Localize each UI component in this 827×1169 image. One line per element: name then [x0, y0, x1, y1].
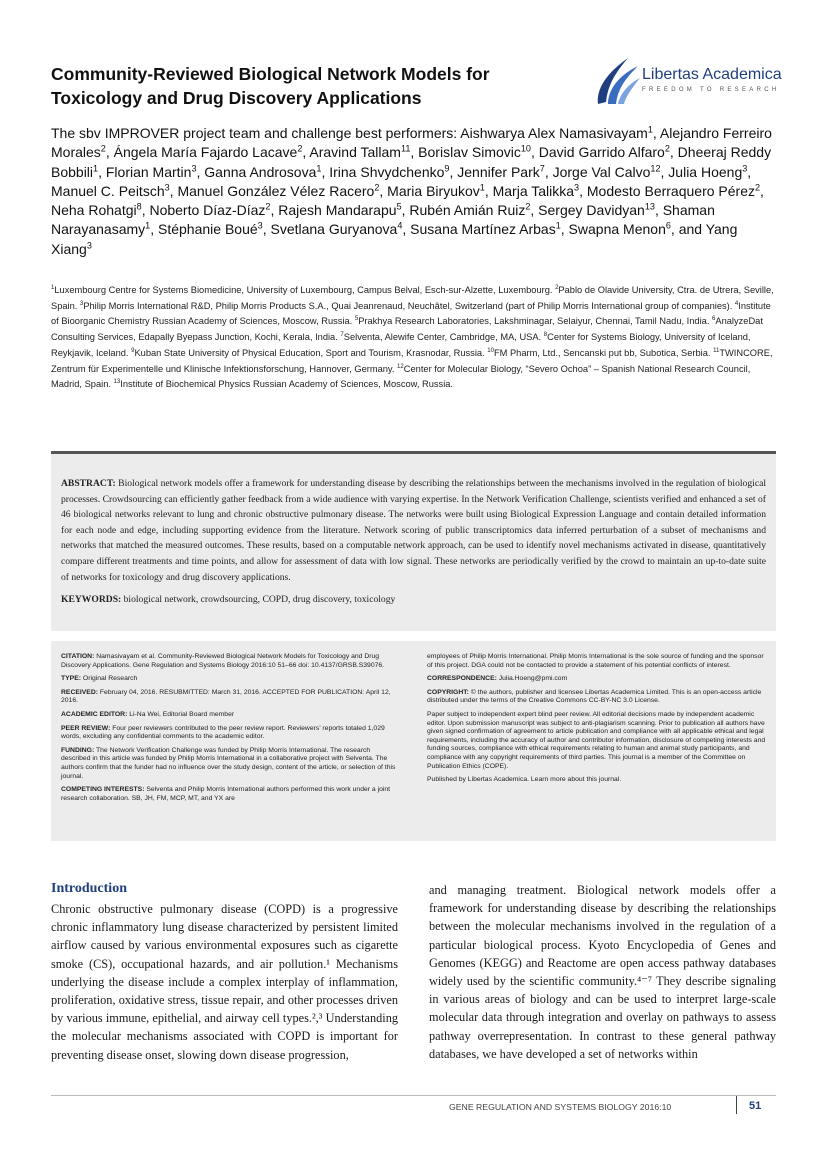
author-name: , Rubén Amián Ruiz — [401, 202, 526, 219]
author-affiliation-marker: 1 — [647, 124, 653, 135]
article-info-text: Julia.Hoeng@pmi.com — [496, 675, 568, 683]
article-info-entry — [61, 689, 401, 706]
author-affiliation-marker: 1 — [93, 162, 99, 173]
article-info-text: Selventa and Philip Morris International authors performed this work under a joint research collaboration. SB, JH, FM, MCP, MT, and YX are — [61, 786, 391, 802]
author-name: , Neha Rohatgi — [51, 182, 764, 219]
affiliation-text: Selventa, Alewife Center, Cambridge, MA, USA. — [343, 332, 544, 343]
author-name: , Florian Martin — [98, 163, 192, 180]
author-affiliation-marker: 1 — [555, 220, 561, 231]
article-info-text: © the authors, publisher and licensee Libertas Academica Limited. This is an open-access article distributed under the terms of the Creative Commons CC-BY-NC 3.0 License. — [427, 688, 762, 705]
affiliation-marker: 2 — [555, 284, 559, 291]
article-info-text: The Network Verification Challenge was funded by Philip Morris International. The research described in this article was funded by Philip Morris International in a collaborative project with Selventa. The authors confirm that the funder had no influence over the study design, content of the article, or selection of this journal. — [61, 746, 396, 780]
article-info-left — [61, 653, 401, 808]
keywords — [61, 594, 766, 605]
author-affiliation-marker: 12 — [650, 162, 661, 173]
affiliation-text: Prakhya Research Laboratories, Lakshminagar, Selaiyur, Chennai, Tamil Nadu, India. — [358, 316, 713, 327]
affiliation-marker: 13 — [113, 379, 121, 386]
author-name: , Ganna Androsova — [196, 163, 317, 180]
section-heading-introduction: Introduction — [51, 881, 127, 896]
affiliation-marker: 3 — [79, 300, 84, 307]
author-name: , and Yang Xiang — [51, 221, 738, 257]
article-info-entry — [61, 747, 401, 781]
publisher-tagline: FREEDOM TO RESEARCH — [642, 87, 780, 93]
affiliation-text: Center for Molecular Biology, “Severo Ochoa” – Spanish National Research Council, Madrid, Spain. — [51, 363, 751, 390]
author-name: , Julia Hoeng — [660, 163, 743, 180]
page-number: 51 — [749, 1100, 762, 1112]
publisher-name: Libertas Academica — [642, 66, 782, 83]
author-name: , Jorge Val Calvo — [544, 163, 651, 180]
article-info-entry — [427, 653, 767, 670]
affiliation-text: FM Pharm, Ltd., Sencanski put bb, Subotica, Serbia. — [493, 347, 714, 358]
author-affiliation-marker: 2 — [297, 143, 303, 154]
author-affiliation-marker: 3 — [257, 220, 263, 231]
author-affiliation-marker: 2 — [374, 182, 380, 193]
body-column-right: and managing treatment. Biological network models offer a framework for understanding disease by describing the relationships between the molecular mechanisms involved in the regulation of a particular biological process. Kyoto Encyclopedia of Genes and Genomes (KEGG) and Reactome are open access pathway databases widely used by the scientific community.⁴⁻⁷ They describe signaling in various areas of biology and can be used to interpret large-scale molecular data through integration and overlay on pathways to assess pathway overrepresentation. In contrast to these general pathway databases, we have developed a set of networks within — [429, 883, 776, 1061]
affiliation-marker: 8 — [543, 332, 548, 339]
article-info-label: CORRESPONDENCE: — [427, 675, 497, 683]
article-info-entry — [427, 689, 767, 706]
article-info-entry — [427, 776, 767, 785]
author-affiliation-marker: 3 — [191, 162, 197, 173]
author-affiliation-marker: 3 — [574, 182, 580, 193]
author-name: , Susana Martínez Arbas — [402, 221, 556, 238]
affiliation-text: Philip Morris International R&D, Philip Morris Products S.A., Quai Jeanrenaud, Neuchâtel, Switzerland (part of Philip Morris International group of companies). — [83, 300, 735, 311]
article-info-entry — [61, 786, 401, 803]
publisher-logo[interactable] — [594, 54, 784, 106]
article-info-right — [427, 653, 767, 790]
author-affiliation-marker: 4 — [397, 220, 403, 231]
affiliation-marker: 1 — [51, 284, 55, 291]
article-info-text: Paper subject to independent expert blind peer review. All editorial decisions made by independent academic editor. Upon submission manuscript was subject to anti-plagiarism scanning. Prior to publication all authors have given signed confirmation of agreement to article publication and compliance with all applicable ethical and legal requirements, including the accuracy of author and contributor information, disclosure of competing interests and funding sources, compliance with ethical requirements relating to human and animal study participants, and compliance with any copyright requirements of third parties. This journal is a member of the Committee on Publication Ethics (COPE). — [427, 710, 766, 770]
affiliation-text: Institute of Bioorganic Chemistry Russian Academy of Sciences, Moscow, Russia. — [51, 300, 771, 327]
affiliation-text: Luxembourg Centre for Systems Biomedicine, University of Luxembourg, Campus Belval, Esch-sur-Alzette, Luxembourg. — [54, 285, 556, 295]
article-info-text: Four peer reviewers contributed to the peer review report. Reviewers’ reports totaled 1,029 words, excluding any confidential comments to the academic editor. — [61, 724, 385, 741]
author-affiliation-marker: 2 — [265, 201, 271, 212]
author-affiliation-marker: 8 — [136, 201, 142, 212]
affiliation-marker: 10 — [487, 347, 494, 354]
keywords-text: biological network, crowdsourcing, COPD, drug discovery, toxicology — [121, 594, 396, 606]
affiliation-marker: 5 — [354, 316, 359, 323]
article-info-entry — [61, 675, 401, 684]
article-info-label: TYPE: — [61, 675, 82, 683]
author-name: , Maria Biryukov — [379, 182, 480, 199]
author-affiliation-marker: 13 — [644, 201, 655, 212]
author-name: , Ángela María Fajardo Lacave — [105, 144, 298, 161]
keywords-label: KEYWORDS: — [61, 594, 122, 606]
article-info-label: COMPETING INTERESTS: — [61, 786, 145, 794]
article-info-text: Published by Libertas Academica. Learn more about this journal. — [427, 776, 622, 784]
footer-separator — [736, 1096, 737, 1114]
affiliation-marker: 9 — [131, 347, 135, 354]
article-info-entry — [427, 675, 767, 684]
footer-divider — [51, 1095, 776, 1096]
affiliation-marker: 6 — [712, 316, 716, 323]
author-affiliation-marker: 1 — [145, 220, 151, 231]
author-affiliation-marker: 11 — [400, 143, 411, 154]
author-affiliation-marker: 7 — [539, 162, 545, 173]
affiliation-text: TWINCORE, Zentrum für Experimentelle und Klinische Infektionsforschung, Hannover, Germany. — [51, 347, 773, 374]
affiliation-marker: 4 — [734, 300, 739, 307]
author-name: , Rajesh Mandarapu — [270, 202, 397, 219]
author-name: , Modesto Berraquero Pérez — [579, 182, 755, 199]
article-info-entry — [61, 725, 401, 742]
article-info-label: ACADEMIC EDITOR: — [61, 710, 128, 718]
article-info-box — [51, 641, 776, 841]
affiliations — [51, 283, 781, 393]
author-affiliation-marker: 3 — [742, 162, 748, 173]
author-name: , Manuel González Vélez Racero — [169, 182, 375, 199]
author-name: , Irina Shvydchenko — [321, 163, 445, 180]
author-name: , Stéphanie Boué — [150, 221, 258, 238]
author-affiliation-marker: 5 — [396, 201, 402, 212]
affiliation-text: AnalyzeDat Consulting Services, Edapally Byepass Junction, Kochi, Kerala, India. — [51, 316, 763, 343]
article-info-label: CITATION: — [61, 653, 95, 660]
article-info-text: February 04, 2016. RESUBMITTED: March 31, 2016. ACCEPTED FOR PUBLICATION: April 12, 2016. — [61, 688, 391, 705]
author-affiliation-marker: 2 — [664, 143, 670, 154]
author-list — [51, 124, 781, 259]
author-name: , Aravind Tallam — [302, 144, 401, 161]
author-name: , Dheeraj Reddy Bobbili — [51, 144, 772, 180]
affiliation-marker: 11 — [713, 347, 720, 354]
affiliation-text: Pablo de Olavide University, Ctra. de Utrera, Seville, Spain. — [51, 285, 774, 311]
author-name: , David Garrido Alfaro — [531, 144, 665, 161]
affiliation-text: Center for Systems Biology, University of Iceland, Reykjavik, Iceland. — [51, 332, 751, 358]
author-name: , Marja Talikka — [484, 182, 575, 199]
article-info-entry — [427, 711, 767, 771]
abstract-box — [51, 451, 776, 631]
author-affiliation-marker: 9 — [444, 162, 450, 173]
author-affiliation-marker: 1 — [479, 182, 485, 193]
affiliation-marker: 7 — [340, 332, 344, 339]
article-info-entry — [61, 711, 401, 720]
author-affiliation-marker: 3 — [164, 182, 170, 193]
author-affiliation-marker: 10 — [520, 143, 531, 154]
abstract — [61, 476, 766, 585]
article-info-text: Original Research — [81, 675, 138, 683]
author-affiliation-marker: 2 — [100, 143, 106, 154]
footer-journal: GENE REGULATION AND SYSTEMS BIOLOGY 2016:10 — [449, 1102, 672, 1112]
article-info-label: FUNDING: — [61, 746, 95, 754]
libertas-swoosh-icon — [594, 54, 640, 106]
author-affiliation-marker: 2 — [525, 201, 531, 212]
author-affiliation-marker: 3 — [86, 240, 92, 251]
article-info-text: employees of Philip Morris International. Philip Morris International is the sole source of funding and the sponsor of this project. DGA could not be contacted to provide a statement of his potential conflicts of interest. — [427, 653, 764, 669]
article-title: Community-Reviewed Biological Network Models for Toxicology and Drug Discovery Applications — [51, 64, 490, 108]
author-name: , Alejandro Ferreiro Morales — [51, 125, 772, 161]
author-name: , Noberto Díaz-Díaz — [141, 202, 266, 219]
affiliation-text: Institute of Biochemical Physics Russian Academy of Sciences, Moscow, Russia. — [120, 379, 454, 390]
author-affiliation-marker: 6 — [665, 220, 671, 231]
author-name: , Sergey Davidyan — [530, 202, 645, 219]
author-name: , Swapna Menon — [560, 221, 666, 238]
author-name: , Manuel C. Peitsch — [51, 163, 752, 199]
affiliation-marker: 12 — [397, 363, 404, 370]
author-name: , Borislav Simovic — [410, 144, 521, 161]
author-name: , Shaman Narayanasamy — [51, 202, 715, 238]
body-column-left: Chronic obstructive pulmonary disease (COPD) is a progressive chronic inflammatory lung disease characterized by persistent limited airflow caused by various environmental exposures such as cigarette smoke (CS), occupational hazards, and air pollution.¹ Mechanisms underlying the disease include a complex interplay of inflammation, proliferation, oxidative stress, tissue repair, and other processes driven by various immune, epithelial, and airway cell types.²,³ Understanding the molecular mechanisms associated with COPD is important for preventing disease onset, slowing down disease progression, — [51, 902, 398, 1062]
article-info-label: COPYRIGHT: — [427, 688, 469, 696]
abstract-text: Biological network models offer a framework for understanding disease by describing the relationships between the mechanisms involved in the regulation of biological processes. Crowdsourcing can efficiently gather feedback from a wide audience with varying expertise. In the Network Verification Challenge, scientists verified and enhanced a set of 46 biological networks relevant to lung and chronic obstructive pulmonary disease. The networks were built using Biological Expression Language and contain detailed information for each node and edge, including supporting evidence from the literature. Network scoring of public transcriptomics data inferred perturbation of a subset of mechanisms and networks that matched the measured outcomes. These results, based on a computable network approach, can be used to identify novel mechanisms activated in disease, quantitatively compare different treatments and time points, and allow for assessment of data with low signal. These networks are periodically verified by the crowd to maintain an up-to-date suite of networks for toxicology and drug discovery applications. — [61, 478, 766, 583]
article-info-label: PEER REVIEW: — [61, 724, 111, 732]
author-name: The sbv IMPROVER project team and challenge best performers: Aishwarya Alex Namasivayam — [51, 125, 648, 141]
article-info-text: Li-Na Wei, Editorial Board member — [127, 710, 235, 718]
author-affiliation-marker: 1 — [316, 162, 322, 173]
author-name: , Svetlana Guryanova — [262, 221, 398, 238]
abstract-label: ABSTRACT: — [61, 478, 116, 489]
affiliation-text: Kuban State University of Physical Education, Sport and Tourism, Krasnodar, Russia. — [134, 347, 488, 358]
article-info-entry — [61, 653, 401, 670]
author-name: , Jennifer Park — [449, 163, 540, 180]
author-affiliation-marker: 2 — [754, 182, 761, 193]
article-info-text: Namasivayam et al. Community-Reviewed Biological Network Models for Toxicology and Drug Discovery Applications. Gene Regulation and Systems Biology 2016:10 51–66 doi: 10.4137/GRSB.S39076. — [61, 653, 385, 669]
article-info-label: RECEIVED: — [61, 688, 99, 696]
